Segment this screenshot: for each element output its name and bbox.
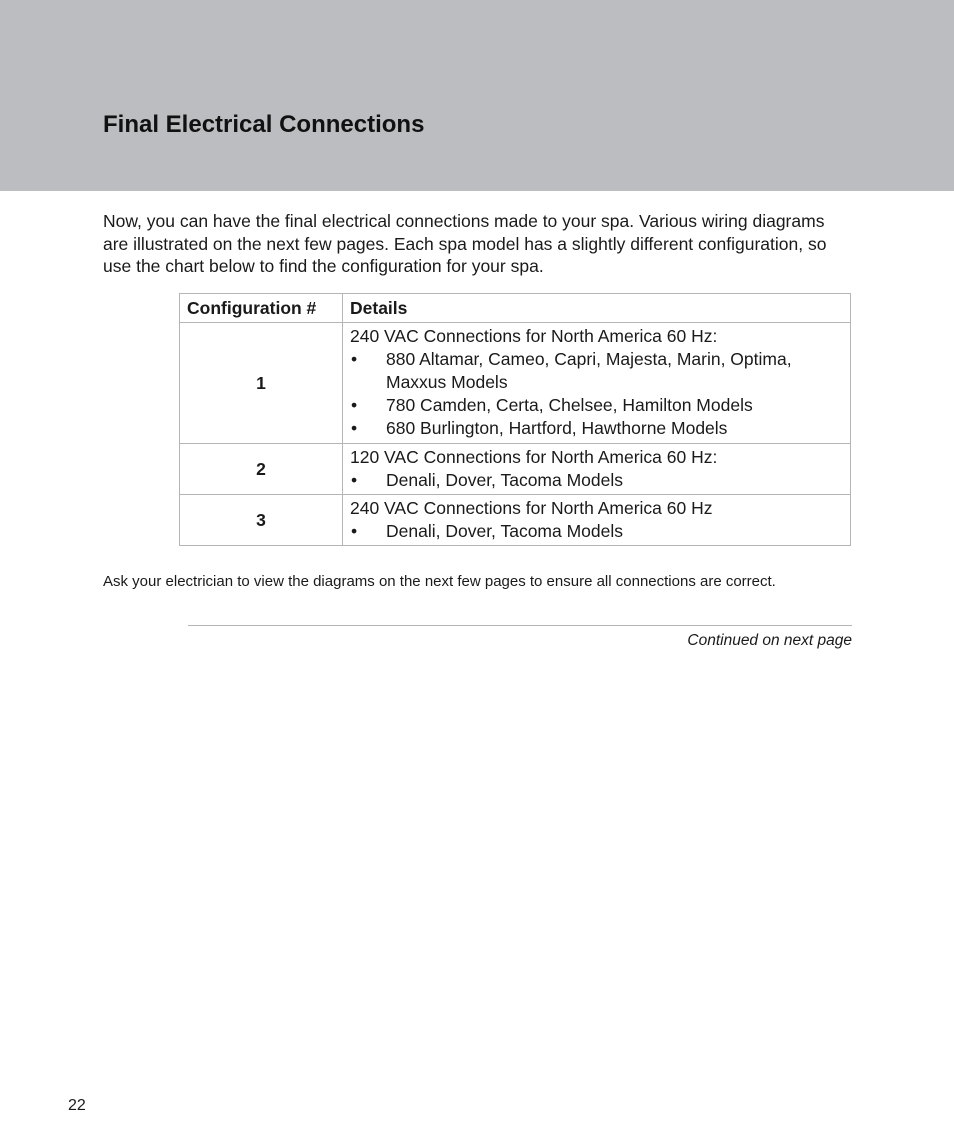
- model-text: Denali, Dover, Tacoma Models: [386, 521, 624, 541]
- table-header-row: [180, 294, 851, 323]
- configuration-number: 1: [180, 323, 343, 444]
- model-list: [350, 469, 843, 492]
- table-row: [180, 444, 851, 495]
- page-title: Final Electrical Connections: [103, 111, 425, 138]
- electrician-note: Ask your electrician to view the diagrams on the next few pages to ensure all connections are correct.: [103, 573, 776, 590]
- header-band: [0, 0, 954, 191]
- details-heading: 240 VAC Connections for North America 60 Hz: [350, 498, 713, 518]
- model-list: [350, 348, 843, 440]
- model-text: Denali, Dover, Tacoma Models: [386, 470, 624, 490]
- configuration-details: [343, 495, 851, 546]
- bullet-glyph: •: [351, 418, 358, 438]
- configuration-details: [343, 323, 851, 444]
- bullet-glyph: •: [351, 395, 358, 415]
- list-item: [350, 469, 843, 492]
- bullet-glyph: •: [351, 349, 358, 369]
- model-text: 680 Burlington, Hartford, Hawthorne Models: [386, 418, 728, 438]
- header-configuration-number: Configuration #: [180, 294, 343, 323]
- details-heading: 240 VAC Connections for North America 60 Hz:: [350, 326, 718, 346]
- header-details: Details: [343, 294, 851, 323]
- list-item: [350, 520, 843, 543]
- model-text: 880 Altamar, Cameo, Capri, Majesta, Marin, Optima, Maxxus Models: [386, 349, 792, 392]
- configuration-table: [179, 293, 851, 546]
- bullet-glyph: •: [351, 521, 358, 541]
- configuration-number: 3: [180, 495, 343, 546]
- model-text: 780 Camden, Certa, Chelsee, Hamilton Models: [386, 395, 753, 415]
- list-item: [350, 394, 843, 417]
- model-list: [350, 520, 843, 543]
- continued-label: Continued on next page: [687, 632, 852, 649]
- list-item: [350, 417, 843, 440]
- page-number: 22: [68, 1097, 86, 1114]
- details-heading: 120 VAC Connections for North America 60 Hz:: [350, 447, 718, 467]
- continued-divider: [188, 625, 852, 626]
- list-item: [350, 348, 843, 394]
- bullet-glyph: •: [351, 470, 358, 490]
- table-row: [180, 323, 851, 444]
- configuration-number: 2: [180, 444, 343, 495]
- table-row: [180, 495, 851, 546]
- configuration-details: [343, 444, 851, 495]
- intro-paragraph: Now, you can have the final electrical connections made to your spa. Various wiring diagrams are illustrated on the next few pages. Each spa model has a slightly different configuration, so use the chart below to find the configuration for your spa.: [103, 211, 827, 276]
